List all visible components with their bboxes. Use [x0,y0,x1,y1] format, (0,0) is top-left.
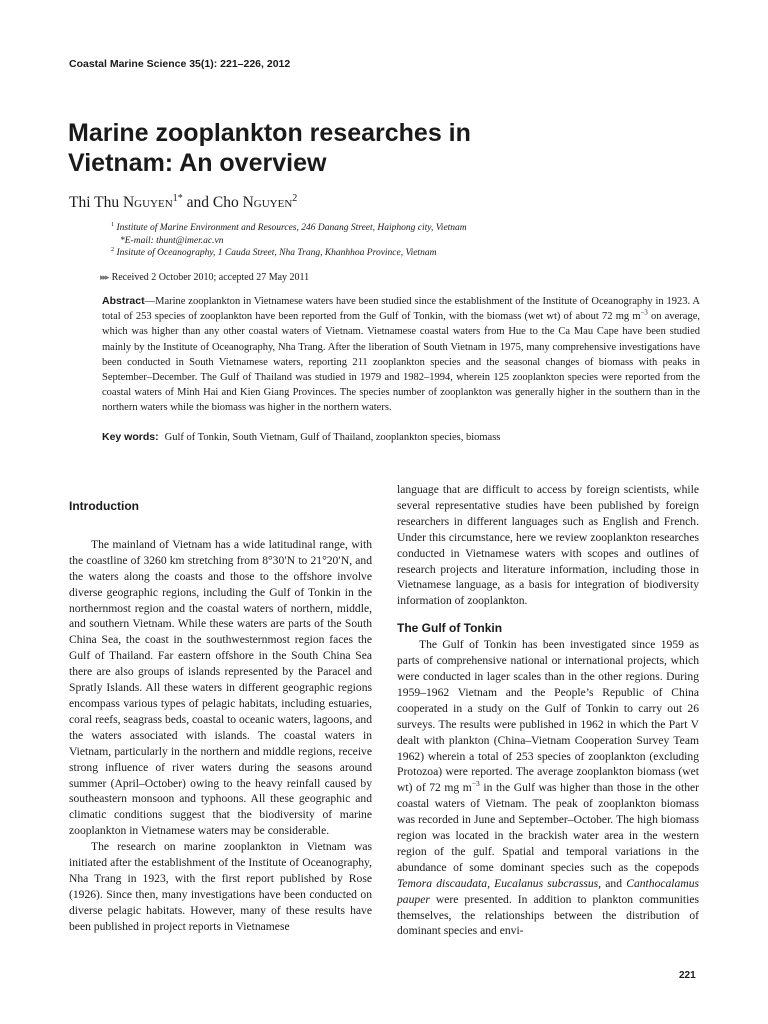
intro-paragraph-2: The research on marine zooplankton in Vietnam was initiated after the establishment of the Institute of Oceanography, Nha Trang in 1923, with the first report published by Rose (1926). Since then, many investigations have been conducted on diverse pelagic habitats. However, many of these results have been published in project reports in Vietnamese [69,840,372,933]
author-connector: and Cho [182,194,243,211]
gulf-text-b: in the Gulf was higher than those in the other coastal waters of Vietnam. The peak of zooplankton biomass was recorded in June and September–October. The high biomass region was located in the brackish water area in the western region of the gulf. Spatial and temporal variations in the abundance of some dominant species such as the copepods [397,781,699,874]
abstract-text-b: on average, which was higher than any other coastal waters of Vietnam. Vietnamese coastal waters from Hue to the Ca Mau Cape have been studied mainly by the Institute of Oceanography, Nha Trang. After the liberation of South Vietnam in 1975, many comprehensive investigations have been conducted in South Vietnamese waters, reporting 211 zooplankton species and the seasonal changes of biomass with peaks in September–December. The Gulf of Thailand was studied in 1979 and 1982–1994, wherein 125 zooplankton species were reported from the coastal waters of Minh Hai and Kien Giang Provinces. The species number of zooplankton was generally higher in the southern than in the northern waters while the biomass was higher in the northern waters. [102,311,700,414]
affiliation-1-text: Institute of Marine Environment and Resources, 246 Danang Street, Haiphong city, Vietnam [116,223,467,233]
affiliation-1-number: 1 [111,221,115,228]
affiliation-2-number: 2 [111,246,115,253]
introduction-heading: Introduction [69,499,139,513]
corresponding-email: *E-mail: thunt@imer.ac.vn [120,236,224,246]
author-1-affiliation-mark: 1* [172,192,183,204]
abstract-dash: — [144,296,156,307]
received-text: Received 2 October 2010; accepted 27 May 2011 [111,272,310,283]
gulf-text-a: The Gulf of Tonkin has been investigated since 1959 as parts of comprehensive national or international projects, which were conducted in lager scales than in the other regions. During 1959–1962 Vietnam and the People’s Republic of China cooperated in a study on the Gulf of Tonkin to carry out 26 surveys. The results were published in 1962 in which the Part V dealt with plankton (China–Vietnam Cooperation Survey Team 1962) wherein a total of 253 species of zooplankton (excluding Protozoa) were reported. The average zooplankton biomass (wet wt) of 72 mg m [397,638,699,795]
affiliation-1 [111,222,467,235]
intro-paragraph-1: The mainland of Vietnam has a wide latitudinal range, with the coastline of 3260 km stretching from 8°30′N to 21°20′N, and the waters along the coasts and those to the offshore involve diverse geographic regions, including the Gulf of Tonkin in the northernmost region and the coastal waters of northern, middle, and southern Vietnam. While these waters are parts of the South China Sea, the coast in the southwesternmost region faces the Gulf of Thailand. Far eastern offshore in the South China Sea there are also groups of islands represented by the Paracel and Spratly Islands. All these waters in different geographic regions encompass various types of pelagic habitats, including estuaries, coral reefs, seagrass beds, coastal to oceanic waters, lagoons, and the waters associated with islands. The coastal waters in Vietnam, particularly in the northern and middle regions, receive strong influence of river waters during the seasons around summer (April–October) owing to the heavy reinfall caused by southeastern monsoon and typhoons. All these geographic and climatic conditions suggest that the biodiversity of marine zooplankton in Vietnamese waters may be considerable. [69,537,372,838]
gulf-paragraph [397,637,699,939]
gulf-and: and [601,876,627,890]
author-1-family: Nguyen [122,194,173,211]
abstract-unit-exponent: −3 [640,309,648,317]
author-2-affiliation-mark: 2 [292,192,298,204]
affiliation-2 [111,247,436,260]
abstract-text-a: Marine zooplankton in Vietnamese waters have been studied since the establishment of the Institute of Oceanography in 1923. A total of 253 species of zooplankton have been reported from the Gulf of Tonkin, with the biomass (wet wt) of about 72 mg m [102,296,700,323]
keywords-text: Gulf of Tonkin, South Vietnam, Gulf of Thailand, zooplankton species, biomass [164,432,501,443]
gulf-unit-exponent: −3 [471,779,480,789]
affiliation-2-text: Insitute of Oceanography, 1 Cauda Street, Nha Trang, Khanhhoa Province, Vietnam [116,248,437,258]
title-line-1: Marine zooplankton researches in [68,119,471,147]
keywords-label: Key words: [102,431,159,443]
right-column [397,482,699,939]
gulf-text-c: were presented. In addition to plankton communities themselves, the relationships between the distribution of dominant species and envi- [397,892,699,938]
species-names-1: Temora discaudata, Eucalanus subcrassus, [397,876,602,890]
abstract-label: Abstract [102,295,145,307]
left-column [69,499,372,935]
author-line [69,194,297,212]
intro-paragraph-2-continued: language that are difficult to access by foreign scientists, while several representative studies have been published by foreign researchers in different languages such as English and French. Under this circumstance, here we review zooplankton researches conducted in Vietnamese waters with scopes and outlines of research projects and literature information, including those in Vietnamese language, as a basis for integration of biodiversity information of zooplankton. [397,483,699,608]
double-arrow-icon: ▸▸▸ [100,272,108,282]
species-name-2: Canthocalamus pauper [397,876,700,906]
gulf-of-tonkin-heading: The Gulf of Tonkin [397,621,503,636]
title-line-2: Vietnam: An overview [68,149,327,177]
journal-citation: Coastal Marine Science 35(1): 221–226, 2012 [69,58,291,70]
received-dates [100,272,309,283]
keywords-line [102,431,500,443]
author-1-given: Thi Thu [69,194,123,211]
abstract-block [102,294,700,416]
author-2-family: Nguyen [242,194,293,211]
paper-title [68,118,668,178]
page-number: 221 [679,970,696,981]
